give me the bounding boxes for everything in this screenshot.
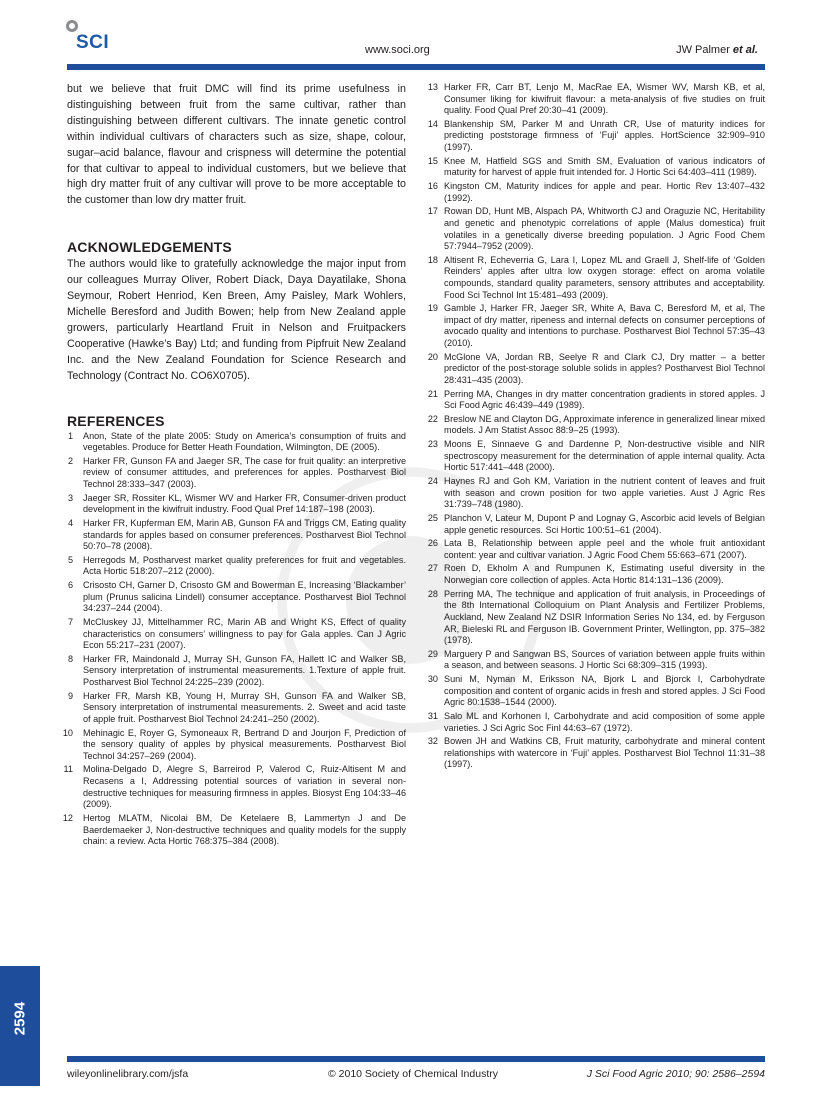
reference-number: 24 [427,476,438,487]
reference-item [428,649,765,672]
reference-number: 29 [427,648,438,659]
reference-number: 19 [427,303,438,314]
reference-item [428,352,765,387]
reference-text: Jaeger SR, Rossiter KL, Wismer WV and Harker FR, Consumer-driven product development in the kiwifruit industry. Food Qual Pref 14:187–198 (2003). [83,492,406,515]
reference-number: 27 [427,563,438,574]
references-heading: REFERENCES [67,412,165,429]
reference-text: Knee M, Hatfield SGS and Smith SM, Evaluation of various indicators of maturity for harvest of apple fruit intended for. J Hortic Sci 64:403–411 (1989). [444,155,765,178]
reference-item [428,513,765,536]
reference-number: 18 [427,254,438,265]
reference-number: 1 [67,430,73,441]
reference-item [67,617,406,652]
reference-text: Crisosto CH, Garner D, Crisosto GM and Bowerman E, Increasing ‘Blackamber’ plum (Prunus salicina Lindell) consumer acceptance. Postharvest Biol Technol 34:237–244 (2004). [83,580,406,614]
reference-number: 6 [67,580,73,591]
reference-text: Harker FR, Kupferman EM, Marin AB, Gunson FA and Triggs CM, Eating quality standards for apples based on consumer preferences. Postharvest Biol Technol 50:70–78 (2008). [83,517,406,552]
reference-number: 5 [67,554,73,565]
reference-item [428,206,765,252]
reference-text: Altisent R, Echeverria G, Lara I, Lopez ML and Graell J, Shelf-life of ‘Golden Reinders’ apples after ultra low oxygen storage: effect on aroma volatile compounds, standard quality parameters, sensory attributes and acceptability. Food Sci Technol Int 15:481–493 (2009). [444,254,765,300]
reference-text: Harker FR, Gunson FA and Jaeger SR, The case for fruit quality: an interpretive review of consumer attitudes, and preferences for apples. Postharvest Biol Technol 28:333–347 (2003). [83,455,406,489]
reference-item [428,589,765,647]
reference-item [428,439,765,474]
reference-item [428,181,765,204]
reference-text: Kingston CM, Maturity indices for apple and pear. Hortic Rev 13:407–432 (1992). [444,181,765,203]
reference-number: 8 [67,653,73,664]
reference-number: 9 [67,690,73,701]
footer-citation: J Sci Food Agric 2010; 90: 2586–2594 [586,1068,765,1080]
reference-number: 22 [427,413,438,424]
reference-text: Harker FR, Maindonald J, Murray SH, Gunson FA, Hallett IC and Walker SB, Sensory interpretation of instrumental measurements. 1.Texture of apple fruit. Postharvest Biol Technol 24:225–239 (2002). [83,653,406,688]
reference-number: 17 [427,206,438,217]
reference-text: Perring MA, Changes in dry matter concentration gradients in stored apples. J Sci Food Agric 46:439–449 (1989). [444,388,765,411]
reference-item [428,156,765,179]
reference-number: 26 [427,538,438,549]
reference-item [428,563,765,586]
reference-text: Anon, State of the plate 2005: Study on America’s consumption of fruits and vegetables. Produce for Better Heath Foundation, Wilmington, DE (2005). [83,430,406,453]
reference-number: 7 [67,616,73,627]
reference-item [428,674,765,709]
reference-item [62,727,406,763]
references-list-right [428,82,765,771]
reference-number: 23 [427,439,438,450]
reference-item [428,82,765,117]
sci-logo [66,20,126,60]
reference-text: Breslow NE and Clayton DG, Approximate inference in generalized linear mixed models. J Am Statist Assoc 88:9–25 (1993). [444,413,765,436]
reference-item [428,736,765,771]
right-column [428,82,765,773]
reference-text: Molina-Delgado D, Alegre S, Barreirod P, Valerod C, Ruiz-Altisent M and Recasens a I, Addressing potential sources of variation in several non-destructive techniques for measuring firmness in apples. Biosyst Eng 104:33–46 (2009). [83,764,407,810]
reference-item [67,518,406,553]
reference-text: Hertog MLATM, Nicolai BM, De Ketelaere B, Lammertyn J and De Baerdemaeker J, Non-destructive techniques and quality models for the supply chain: a review. Acta Hortic 768:375–384 (2008). [83,812,406,847]
page-number: 2594 [11,1001,29,1036]
reference-number: 21 [427,388,438,399]
reference-number: 20 [427,351,438,362]
reference-text: Herregods M, Postharvest market quality preferences for fruit and vegetables. Acta Hortic 518:207–212 (2000). [83,554,406,577]
header-rule [67,64,765,70]
reference-text: Planchon V, Lateur M, Dupont P and Lognay G, Ascorbic acid levels of Belgian apple genetic resources. Sci Hortic 100:51–61 (2004). [444,512,765,535]
reference-text: Haynes RJ and Goh KM, Variation in the nutrient content of leaves and fruit with season and crown position for two apple varieties. Aust J Agric Res 31:739–748 (1980). [444,476,765,510]
footer-rule [67,1056,765,1062]
reference-number: 11 [63,764,73,775]
reference-item [67,691,406,726]
reference-item [428,476,765,511]
left-column [62,82,407,850]
reference-number: 16 [427,181,438,192]
reference-text: Blankenship SM, Parker M and Unrath CR, Use of maturity indices for predicting poststorage firmness of ‘Fuji’ apples. HortScience 32:909–910 (1997). [444,118,765,153]
reference-item [63,764,407,810]
reference-number: 15 [427,155,438,166]
reference-number: 3 [67,492,73,503]
reference-text: Salo ML and Korhonen I, Carbohydrate and acid composition of some apple varieties. J Sci Agric Soc Finl 44:63–67 (1972). [444,710,765,733]
reference-text: Harker FR, Marsh KB, Young H, Murray SH, Gunson FA and Walker SB, Sensory interpretation of instrumental measurements. 2. Sweet and acid taste of apple fruit. Postharvest Biol Technol 24:241–250 (2002). [83,690,406,724]
reference-text: Rowan DD, Hunt MB, Alspach PA, Whitworth CJ and Oraguzie NC, Heritability and genetic and phenotypic correlations of apple (Malus domestica) fruit volatiles in a genetically diverse breeding population. J Agric Food Chem 57:7944–7952 (2009). [444,206,765,252]
reference-number: 31 [427,710,438,721]
page-number-tab [0,966,40,1086]
reference-item [428,119,765,154]
reference-text: Marguery P and Sangwan BS, Sources of variation between apple fruits within a season, and between seasons. J Hortic Sci 68:309–315 (1993). [444,648,765,671]
reference-item [67,493,406,516]
sci-logo-text: SCI [76,32,110,53]
references-list-left [62,430,407,848]
reference-text: Perring MA, The technique and application of fruit analysis, in Proceedings of the 8th International Colloquium on Plant Analysis and Fertilizer Problems, Auckland, New Zealand NZ DSIR Information Series No 134, ed. by Ferguson AR, Bieleski RL and Ferguson IB. Government Printer, Wellington, pp. 375–382 (1978). [444,588,765,646]
reference-number: 28 [427,588,438,599]
reference-number: 12 [62,812,73,823]
reference-text: Moons E, Sinnaeve G and Dardenne P, Non-destructive visible and NIR spectroscopy measurement for the determination of apple internal quality. Acta Hortic 517:441–448 (2000). [444,439,765,473]
header-authors-name: JW Palmer [676,44,733,56]
reference-text: Suni M, Nyman M, Eriksson NA, Bjork L and Bjorck I, Carbohydrate composition and content of organic acids in fresh and stored apples. J Sci Food Agric 80:1538–1544 (2000). [444,674,765,708]
reference-number: 4 [67,517,73,528]
reference-text: Gamble J, Harker FR, Jaeger SR, White A, Bava C, Beresford M, et al, The impact of dry matter, ripeness and internal defects on consumer perceptions of avocado quality and intentions to purchase. Postharvest Biol Technol 57:35–43 (2010). [444,303,765,349]
reference-item [67,431,406,454]
reference-item [428,389,765,412]
reference-text: McGlone VA, Jordan RB, Seelye R and Clark CJ, Dry matter – a better predictor of the post-storage soluble solids in apples? Postharvest Biol Technol 28:431–435 (2003). [444,351,765,385]
reference-item [67,456,406,491]
reference-item [428,303,765,349]
footer-journal-url[interactable]: wileyonlinelibrary.com/jsfa [67,1068,189,1080]
reference-number: 10 [62,727,73,738]
footer-copyright: © 2010 Society of Chemical Industry [328,1068,498,1080]
reference-number: 2 [67,455,73,466]
reference-item [428,538,765,561]
reference-text: Mehinagic E, Royer G, Symoneaux R, Bertrand D and Jourjon F, Prediction of the sensory quality of apples by physical measurements. Postharvest Biol Technol 34:257–269 (2004). [83,727,406,761]
acknowledgements-paragraph: The authors would like to gratefully acknowledge the major input from our colleagues Murray Oliver, Robert Diack, Daya Dayatilake, Shona Seymour, Robert Henriod, Ken Breen, Amy Paisley, Mark Wohlers, Michelle Beresford and Judith Bowen; help from New Zealand apple growers, particularly Heartland Fruit in Nelson and Fruitpackers Cooperative (Hawke’s Bay) Ltd; and funding from Pipfruit New Zealand Inc. and the New Zealand Foundation for Science Research and Technology (Contract No. CO6X0705). [67,258,406,382]
intro-paragraph: but we believe that fruit DMC will find its prime usefulness in distinguishing between fruit from the same cultivar, rather than distinguishing between different cultivars. The innate genetic control within individual cultivars of characters such as size, shape, colour, sugar–acid balance, flavour and crispness will determine the potential for that cultivar to appeal to individual customers, but we believe that high dry matter fruit of any cultivar will prove to be more acceptable to the customer than low dry matter fruit. [67,83,406,207]
reference-number: 13 [427,82,438,92]
reference-item [67,654,406,689]
reference-item [67,555,406,578]
reference-text: Roen D, Ekholm A and Rumpunen K, Estimating useful diversity in the Norwegian core collection of apples. Acta Hortic 814:131–136 (2009). [444,563,765,586]
header-authors [676,44,758,56]
reference-item [428,711,765,734]
reference-item [67,580,406,615]
acknowledgements-heading: ACKNOWLEDGEMENTS [67,239,232,256]
header-url[interactable]: www.soci.org [365,44,430,56]
reference-text: Lata B, Relationship between apple peel and the whole fruit antioxidant content: year and cultivar variation. J Agric Food Chem 55:663–671 (2007). [444,538,765,560]
reference-number: 25 [427,512,438,523]
reference-item [62,812,406,848]
reference-item [428,414,765,437]
reference-number: 32 [427,736,438,747]
reference-item [428,255,765,301]
reference-number: 14 [427,118,438,129]
reference-text: McCluskey JJ, Mittelhammer RC, Marin AB and Wright KS, Effect of quality characteristics on consumers’ willingness to pay for Gala apples. Can J Agric Econ 55:217–231 (2007). [83,616,406,651]
sci-logo-ring-icon [66,20,78,32]
reference-number: 30 [427,674,438,685]
header-authors-etal: et al. [732,44,758,56]
reference-text: Harker FR, Carr BT, Lenjo M, MacRae EA, Wismer WV, Marsh KB, et al, Consumer liking for kiwifruit flavour: a meta-analysis of five studies on fruit quality. Food Qual Pref 20:30–41 (2009). [444,82,765,116]
reference-text: Bowen JH and Watkins CB, Fruit maturity, carbohydrate and mineral content relationships with watercore in ‘Fuji’ apples. Postharvest Biol Technol 11:31–38 (1997). [444,736,765,770]
